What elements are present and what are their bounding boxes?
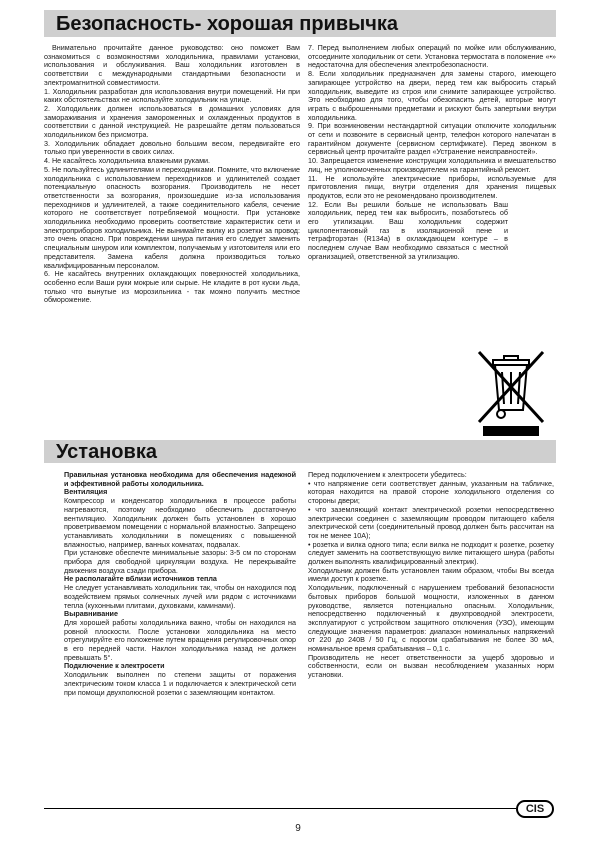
- region-badge: CIS: [516, 800, 554, 818]
- section-title-install: Установка: [56, 441, 157, 463]
- page-number: 9: [295, 823, 301, 834]
- safety-item-11: 11. Не используйте электрические приборы, используемые для приготовления пищи, внутри отделения для хранения пищевых продуктов, если это не рекомендовано производителем.: [308, 173, 556, 200]
- safety-item-9: 9. При возникновении нестандартной ситуации отключите холодильник от сети и позвоните в сервисный центр, телефон которого напечатан в гарантийном документе (сервисном сертификате). Перед звонком в сервисный центр прочитайте раздел «Устранение неисправностей».: [308, 121, 556, 157]
- safety-item-5: 5. Не пользуйтесь удлинителями и переходниками. Помните, что включение холодильника с использованием переходников и удлинителей создает потенциальную опасность возгорания. Производитель не несет ответственности за возгорания, произошедшие из-за использования переходников и удлинителей, а также соединительного кабеля, сечение которого не соответствует потребляемой мощности. При установке холодильника необходимо проверить соответствие характеристик сети и электроприборов холодильника. Не вынимайте вилку из розетки за провод: это очень опасно. При повреждении шнура питания его следует заменить специальным шнуром или комплектом, получаемым у изготовителя или его представителя. Замена кабеля должна производиться только квалифицированным персоналом.: [44, 164, 300, 270]
- safety-item-12: 12. Если Вы решили больше не использовать Ваш холодильник, перед тем как выбросить, позаботьтесь об его утилизации. Ваш холодильник содержит циклопентановый газ в изоляционной пене и тетрафторэтан (R134a) в охлаждающем контуре – в последнем случае Вам необходимо связаться с местной организацией, ответственной за утилизацию.: [308, 199, 508, 261]
- install-check-plug: • розетка и вилка одного типа; если вилка не подходит к розетке, розетку следует заменить на соответствующую вилке питающего шнура (работы должен выполнять квалифицированный электрик).: [308, 539, 554, 567]
- section-title-safety: Безопасность- хорошая привычка: [56, 13, 398, 35]
- safety-item-10: 10. Запрещается изменение конструкции холодильника и вмешательство лиц, не уполномоченных производителем на гарантийный ремонт.: [308, 156, 556, 174]
- install-check-voltage: • что напряжение сети соответствует данным, указанным на табличке, которая находится на правой стороне холодильного отделения со стороны двери;: [308, 478, 554, 506]
- levelling-text: Для хорошей работы холодильника важно, чтобы он находился на ровной плоскости. После установки холодильника на место отрегулируйте его положение путем вращения регулировочных опор в его передней части. Наклон холодильника назад не должен превышать 5°.: [64, 617, 296, 662]
- install-lead: Правильная установка необходима для обеспечения надежной и эффективной работы холодильника.: [64, 470, 296, 488]
- safety-item-6: 6. Не касайтесь внутренних охлаждающих поверхностей холодильника, особенно если Ваши руки мокрые или сырые. Не кладите в рот куски льда, только что вынутые из морозильника - так можно получить местное обморожение.: [44, 269, 300, 305]
- safety-item-3: 3. Холодильник обладает довольно большим весом, передвигайте его только при уверенности в своих силах.: [44, 138, 300, 157]
- crossed-bin-icon: [471, 342, 551, 438]
- install-check-intro: Перед подключением к электросети убедитесь:: [308, 470, 467, 479]
- footer-rule: [44, 808, 516, 809]
- electrical-text: Холодильник выполнен по степени защиты от поражения электрическим током класса 1 и подключается к электрической сети при помощи двухполюсной розетки с заземляющим контактом.: [64, 670, 296, 697]
- safety-item-7: 7. Перед выполнением любых операций по мойке или обслуживанию, отсоедините холодильник от сети. Установка термостата в положение «•» недостаточна для обеспечения электробезопасности.: [308, 43, 556, 70]
- safety-item-1: 1. Холодильник разработан для использования внутри помещений. Ни при каких обстоятельствах не используйте холодильник на улице.: [44, 86, 300, 105]
- install-rcd: Холодильник, подключенный с нарушением требований безопасности бытовых приборов большой мощности, изложенных в данном руководстве, является потенциально опасным. Холодильник, непосредственно подключенный к двухпроводной электросети, эксплуатируют с устройством защитного отключения (УЗО), имеющим следующие значения параметров: диапазон номинальных напряжений от 220 до 240В / 50 Гц, с порогом срабатывания не более 30 мА, номинальное время срабатывания – 0,1 с.: [308, 583, 554, 654]
- ventilation-text: Компрессор и конденсатор холодильника в процессе работы нагреваются, поэтому необходимо обеспечить достаточную вентиляцию. Холодильник должен быть установлен в хорошо проветриваемом помещении с нормальной влажностью. Запрещено устанавливать холодильники в помещениях с повышенной влажностью, например, ванных комнатах, подвалах.: [64, 496, 296, 549]
- safety-left-column: [44, 44, 300, 305]
- heading-heat-sources: Не располагайте вблизи источников тепла: [64, 574, 217, 584]
- install-access: Холодильник должен быть установлен таким образом, чтобы Вы всегда имели доступ к розетке.: [308, 565, 554, 584]
- section-header-install: [44, 440, 556, 463]
- clearance-text: При установке обеспечте минимальные зазоры: 3-5 см по сторонам прибора для свободной циркуляции воздуха. Не перекрывайте движения воздуха сзади прибора.: [64, 548, 296, 575]
- heat-sources-text: Не следует устанавливать холодильник так, чтобы он находился под воздействием прямых солнечных лучей или рядом с источниками тепла (кухонными плитами, духовками, каминами).: [64, 583, 296, 610]
- section-header-safety: [44, 10, 556, 37]
- safety-item-4: 4. Не касайтесь холодильника влажными руками.: [44, 156, 211, 166]
- safety-intro: Внимательно прочитайте данное руководство: оно поможет Вам ознакомиться с возможностями холодильника, правилами установки, использования и обслуживания. Ваш холодильник изготовлен в соответствии с международными стандартными безопасности и электромагнитной совместимости.: [44, 43, 300, 87]
- install-check-ground: • что заземляющий контакт электрической розетки непосредственно электрически соединен с заземляющим проводом питающего кабеля электрической сети (соединительный провод должен быть рассчитан на ток не менее 10А);: [308, 504, 554, 540]
- install-liability: Производитель не несет ответственности за ущерб здоровью и собственности, если он вызван несоблюдением указанных норм установки.: [308, 652, 554, 680]
- safety-item-8: 8. Если холодильник предназначен для замены старого, имеющего запирающее устройство на двери, перед тем как выбросить старый холодильник, выведите из строя или снимите запирающее устройство. Это необходимо для того, чтобы обезопасить детей, которые могут играть с выброшенными предметами и рискуют быть запертыми внутри холодильника.: [308, 69, 556, 122]
- install-right-column: [308, 471, 554, 680]
- safety-right-column: [308, 44, 556, 262]
- heading-ventilation: Вентиляция: [64, 487, 108, 497]
- heading-electrical: Подключение к электросети: [64, 661, 165, 671]
- heading-levelling: Выравнивание: [64, 609, 118, 619]
- install-left-column: [64, 471, 296, 697]
- safety-item-2: 2. Холодильник должен использоваться в домашних условиях для замораживания и хранения замороженных и охлажденных продуктов в соответствии с данной инструкцией. Не разрешайте детям пользоваться холодильником без присмотра.: [44, 103, 300, 140]
